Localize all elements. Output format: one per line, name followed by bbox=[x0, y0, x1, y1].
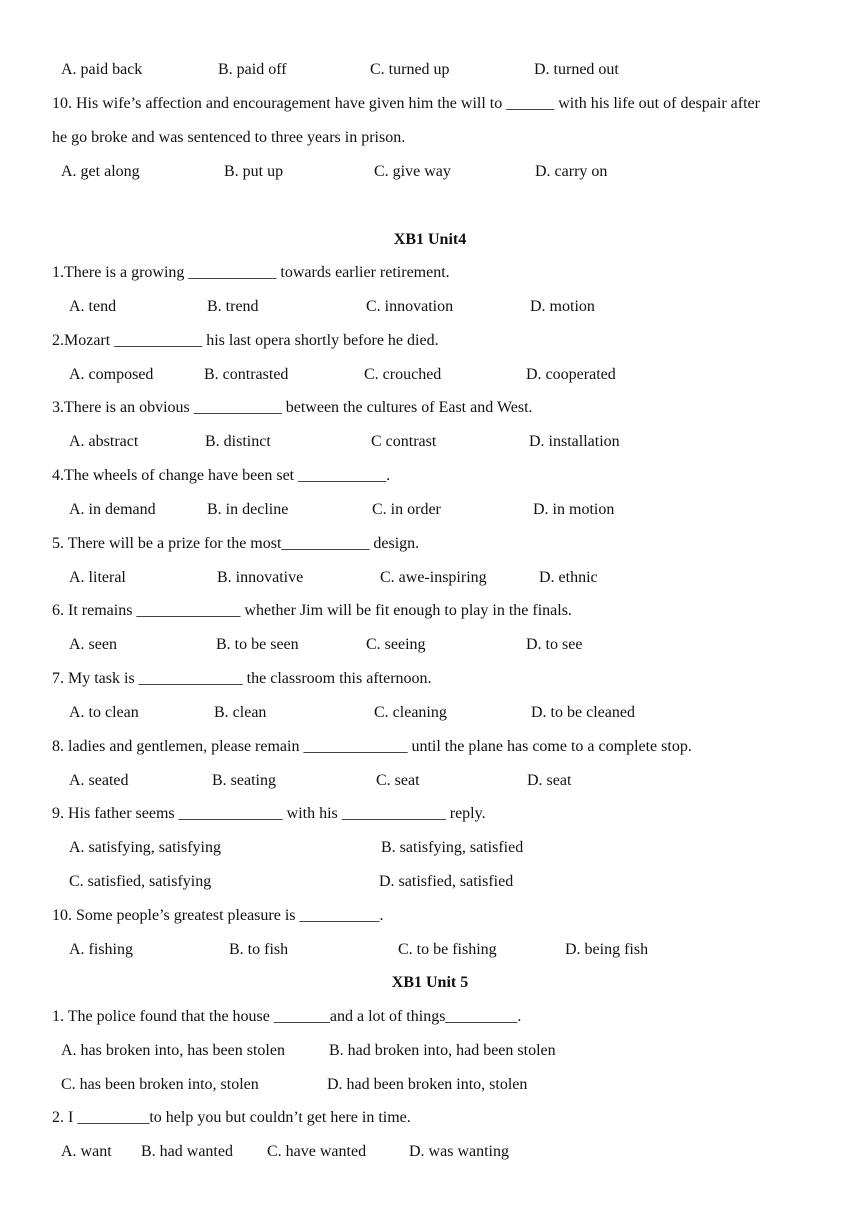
question-text: 7. My task is _____________ the classroom this afternoon. bbox=[52, 670, 432, 687]
option-a: A. fishing bbox=[69, 941, 133, 958]
option-d: D. had been broken into, stolen bbox=[327, 1076, 528, 1093]
question-text: 1. The police found that the house _______and a lot of things_________. bbox=[52, 1008, 522, 1025]
option-b: B. clean bbox=[214, 704, 267, 721]
option-b: B. put up bbox=[224, 163, 284, 180]
question-text: 3.There is an obvious ___________ between the cultures of East and West. bbox=[52, 399, 533, 416]
option-d: D. ethnic bbox=[539, 569, 598, 586]
question-text: 6. It remains _____________ whether Jim will be fit enough to play in the finals. bbox=[52, 602, 572, 619]
option-b: B. had broken into, had been stolen bbox=[329, 1042, 556, 1059]
option-c: C. have wanted bbox=[267, 1143, 367, 1160]
option-c: C. to be fishing bbox=[398, 941, 497, 958]
section-heading: XB1 Unit4 bbox=[393, 231, 467, 248]
question-text-continued: he go broke and was sentenced to three years in prison. bbox=[52, 129, 406, 146]
option-a: A. paid back bbox=[61, 61, 143, 78]
option-d: D. satisfied, satisfied bbox=[379, 873, 514, 890]
option-b: B. to be seen bbox=[216, 636, 299, 653]
option-c: C. seat bbox=[376, 772, 420, 789]
option-d: D. to see bbox=[526, 636, 583, 653]
option-b: B. trend bbox=[207, 298, 259, 315]
option-a: A. literal bbox=[69, 569, 126, 586]
option-b: B. paid off bbox=[218, 61, 287, 78]
option-b: B. in decline bbox=[207, 501, 289, 518]
option-c: C. satisfied, satisfying bbox=[69, 873, 212, 890]
option-a: A. tend bbox=[69, 298, 117, 315]
option-b: B. contrasted bbox=[204, 366, 289, 383]
option-a: A. seen bbox=[69, 636, 117, 653]
option-c: C. has been broken into, stolen bbox=[61, 1076, 259, 1093]
option-b: B. to fish bbox=[229, 941, 289, 958]
question-text: 10. Some people’s greatest pleasure is __________. bbox=[52, 907, 384, 924]
option-c: C. seeing bbox=[366, 636, 426, 653]
option-a: A. satisfying, satisfying bbox=[69, 839, 221, 856]
option-d: D. motion bbox=[530, 298, 595, 315]
question-text: 2. I _________to help you but couldn’t get here in time. bbox=[52, 1109, 411, 1126]
option-d: D. turned out bbox=[534, 61, 619, 78]
question-text: 2.Mozart ___________ his last opera shortly before he died. bbox=[52, 332, 439, 349]
option-c: C. crouched bbox=[364, 366, 442, 383]
option-c: C. cleaning bbox=[374, 704, 447, 721]
option-d: D. cooperated bbox=[526, 366, 616, 383]
option-d: D. seat bbox=[527, 772, 572, 789]
option-a: A. abstract bbox=[69, 433, 139, 450]
option-b: B. satisfying, satisfied bbox=[381, 839, 524, 856]
option-d: D. carry on bbox=[535, 163, 608, 180]
option-d: D. in motion bbox=[533, 501, 615, 518]
question-text: 10. His wife’s affection and encouragement have given him the will to ______ with his life out of despair after bbox=[52, 95, 760, 112]
option-a: A. seated bbox=[69, 772, 129, 789]
option-a: A. composed bbox=[69, 366, 154, 383]
option-a: A. get along bbox=[61, 163, 140, 180]
option-b: B. distinct bbox=[205, 433, 271, 450]
option-d: D. was wanting bbox=[409, 1143, 509, 1160]
option-d: D. to be cleaned bbox=[531, 704, 635, 721]
option-c: C. in order bbox=[372, 501, 441, 518]
question-text: 1.There is a growing ___________ towards earlier retirement. bbox=[52, 264, 450, 281]
option-d: D. installation bbox=[529, 433, 620, 450]
option-b: B. had wanted bbox=[141, 1143, 233, 1160]
option-c: C. innovation bbox=[366, 298, 454, 315]
section-heading: XB1 Unit 5 bbox=[391, 974, 469, 991]
question-text: 8. ladies and gentlemen, please remain _____________ until the plane has come to a complete stop. bbox=[52, 738, 692, 755]
option-d: D. being fish bbox=[565, 941, 649, 958]
question-text: 9. His father seems _____________ with his _____________ reply. bbox=[52, 805, 486, 822]
question-text: 4.The wheels of change have been set ___________. bbox=[52, 467, 391, 484]
option-c: C. turned up bbox=[370, 61, 450, 78]
option-b: B. seating bbox=[212, 772, 276, 789]
option-c: C contrast bbox=[371, 433, 437, 450]
option-c: C. awe-inspiring bbox=[380, 569, 487, 586]
option-a: A. to clean bbox=[69, 704, 139, 721]
option-c: C. give way bbox=[374, 163, 451, 180]
option-a: A. has broken into, has been stolen bbox=[61, 1042, 285, 1059]
option-a: A. in demand bbox=[69, 501, 156, 518]
option-a: A. want bbox=[61, 1143, 112, 1160]
question-text: 5. There will be a prize for the most___________ design. bbox=[52, 535, 420, 552]
option-b: B. innovative bbox=[217, 569, 304, 586]
